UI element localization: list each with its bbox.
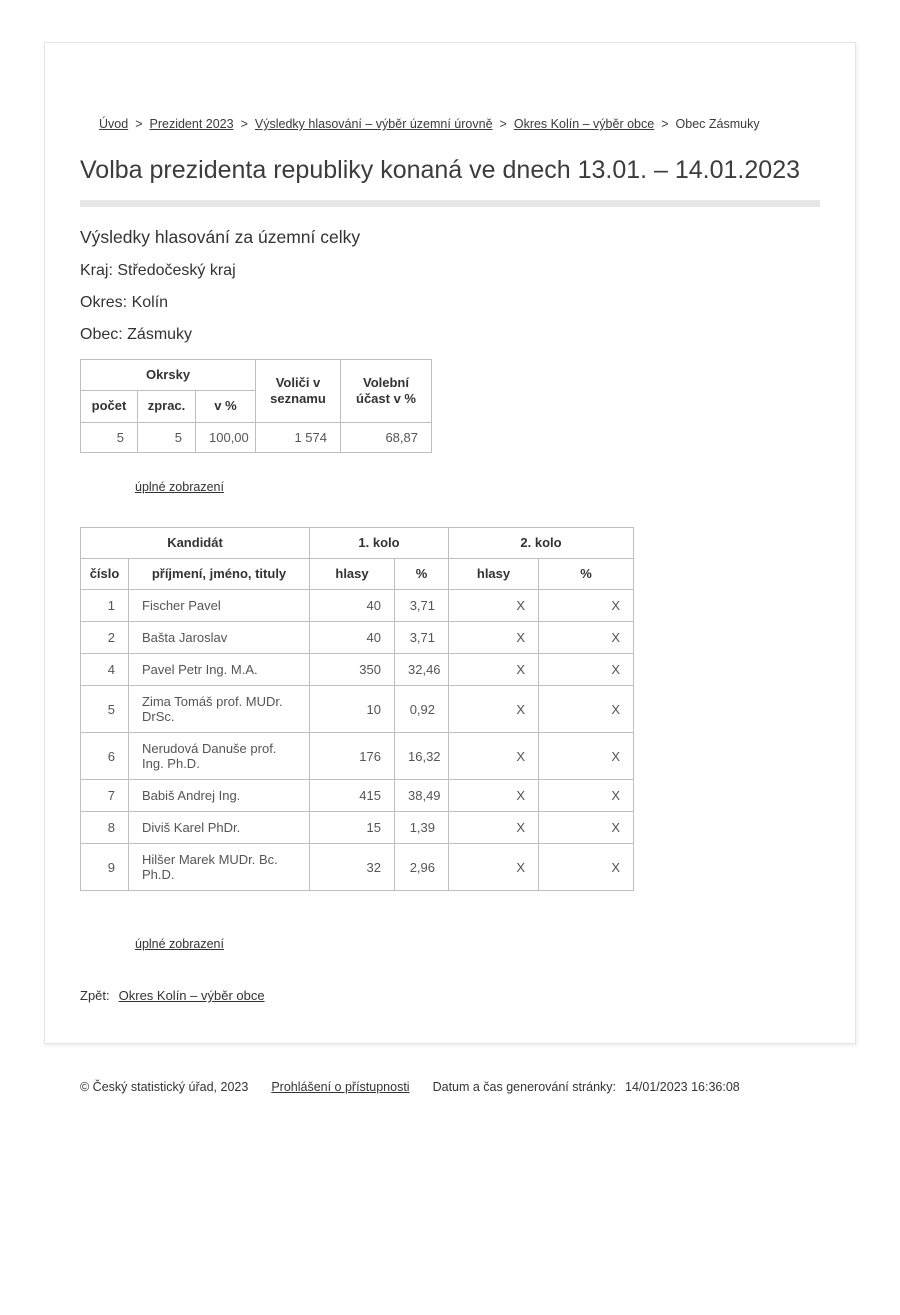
candidates-header-row-2 — [81, 558, 634, 589]
col-header-cislo: číslo — [81, 558, 129, 589]
col-header-volici-v-seznamu: Voliči v seznamu — [256, 360, 341, 423]
candidates-table — [80, 527, 634, 892]
content-panel — [44, 42, 856, 1044]
volebni-ucast-value: 68,87 — [341, 422, 432, 452]
pct-round-2: X — [539, 733, 634, 780]
pct-round-1: 1,39 — [395, 812, 449, 844]
okres-value: Kolín — [131, 294, 169, 311]
votes-round-2: X — [449, 733, 539, 780]
pct-round-1: 3,71 — [395, 622, 449, 654]
breadcrumb — [99, 117, 820, 131]
pct-round-1: 3,71 — [395, 590, 449, 622]
pct-round-2: X — [539, 686, 634, 733]
col-header-1-kolo: 1. kolo — [310, 527, 449, 558]
col-header-pct-1: % — [395, 558, 449, 589]
results-subtitle: Výsledky hlasování za územní celky — [80, 227, 361, 247]
candidate-name: Hilšer Marek MUDr. Bc. Ph.D. — [129, 844, 310, 891]
table-row — [81, 733, 634, 780]
full-view-link-top[interactable]: úplné zobrazení — [135, 479, 224, 494]
candidate-name: Fischer Pavel — [129, 590, 310, 622]
pct-round-2: X — [539, 622, 634, 654]
candidate-name: Nerudová Danuše prof. Ing. Ph.D. — [129, 733, 310, 780]
volici-v-seznamu-value: 1 574 — [256, 422, 341, 452]
col-header-zprac: zprac. — [138, 391, 196, 422]
col-header-volebni-ucast: Volební účast v % — [341, 360, 432, 423]
votes-round-2: X — [449, 844, 539, 891]
col-header-hlasy-1: hlasy — [310, 558, 395, 589]
table-row — [81, 812, 634, 844]
breadcrumb-link-okres-kolin[interactable]: Okres Kolín – výběr obce — [513, 117, 655, 131]
summary-header-row-1 — [81, 360, 432, 391]
okres-label: Okres: — [80, 294, 128, 311]
page-title: Volba prezidenta republiky konaná ve dnech 13.01. – 14.01.2023 — [80, 156, 800, 184]
breadcrumb-separator: > — [135, 117, 143, 131]
candidate-number: 9 — [81, 844, 129, 891]
full-view-link-bottom[interactable]: úplné zobrazení — [135, 937, 224, 951]
accessibility-statement-link[interactable]: Prohlášení o přístupnosti — [271, 1080, 410, 1094]
table-row — [81, 590, 634, 622]
kraj-line — [80, 262, 820, 280]
candidates-header-row-1 — [81, 527, 634, 558]
votes-round-2: X — [449, 812, 539, 844]
candidate-name: Babiš Andrej Ing. — [129, 780, 310, 812]
pct-round-2: X — [539, 812, 634, 844]
col-header-pct-2: % — [539, 558, 634, 589]
breadcrumb-link-uvod[interactable]: Úvod — [99, 117, 129, 131]
back-line — [80, 988, 820, 1003]
col-header-hlasy-2: hlasy — [449, 558, 539, 589]
table-row — [81, 780, 634, 812]
candidate-name: Pavel Petr Ing. M.A. — [129, 654, 310, 686]
breadcrumb-separator: > — [240, 117, 248, 131]
pct-round-2: X — [539, 590, 634, 622]
candidate-number: 4 — [81, 654, 129, 686]
candidate-number: 5 — [81, 686, 129, 733]
title-divider — [80, 200, 820, 207]
pct-round-2: X — [539, 654, 634, 686]
pct-round-1: 38,49 — [395, 780, 449, 812]
okrsky-zprac-value: 5 — [138, 422, 196, 452]
breadcrumb-separator: > — [499, 117, 507, 131]
candidate-number: 1 — [81, 590, 129, 622]
table-row — [81, 622, 634, 654]
pct-round-1: 16,32 — [395, 733, 449, 780]
pct-round-1: 32,46 — [395, 654, 449, 686]
votes-round-1: 32 — [310, 844, 395, 891]
votes-round-1: 40 — [310, 622, 395, 654]
col-header-okrsky: Okrsky — [81, 360, 256, 391]
page-footer — [80, 1080, 900, 1094]
candidate-name: Zima Tomáš prof. MUDr. DrSc. — [129, 686, 310, 733]
obec-line — [80, 326, 820, 344]
kraj-value: Středočeský kraj — [117, 262, 236, 279]
summary-data-row — [81, 422, 432, 452]
votes-round-1: 10 — [310, 686, 395, 733]
copyright-text: © Český statistický úřad, 2023 — [80, 1080, 249, 1094]
votes-round-2: X — [449, 654, 539, 686]
candidate-name: Diviš Karel PhDr. — [129, 812, 310, 844]
table-row — [81, 686, 634, 733]
votes-round-2: X — [449, 686, 539, 733]
pct-round-2: X — [539, 844, 634, 891]
back-label: Zpět: — [80, 988, 110, 1003]
candidate-number: 2 — [81, 622, 129, 654]
col-header-pocet: počet — [81, 391, 138, 422]
pct-round-2: X — [539, 780, 634, 812]
breadcrumb-separator: > — [661, 117, 669, 131]
generated-label: Datum a čas generování stránky: — [432, 1080, 617, 1094]
votes-round-2: X — [449, 780, 539, 812]
obec-value: Zásmuky — [127, 326, 193, 343]
candidate-number: 7 — [81, 780, 129, 812]
generated-timestamp: 14/01/2023 16:36:08 — [625, 1080, 740, 1094]
okrsky-pocet-value: 5 — [81, 422, 138, 452]
votes-round-1: 415 — [310, 780, 395, 812]
okrsky-v-pct-value: 100,00 — [196, 422, 256, 452]
back-link[interactable]: Okres Kolín – výběr obce — [118, 988, 265, 1003]
breadcrumb-current-obec-zasmuky: Obec Zásmuky — [675, 117, 760, 131]
pct-round-1: 0,92 — [395, 686, 449, 733]
candidate-number: 8 — [81, 812, 129, 844]
table-row — [81, 844, 634, 891]
votes-round-1: 350 — [310, 654, 395, 686]
table-row — [81, 654, 634, 686]
breadcrumb-link-vysledky-hlasovani[interactable]: Výsledky hlasování – výběr územní úrovně — [254, 117, 493, 131]
obec-label: Obec: — [80, 326, 123, 343]
col-header-kandidat: Kandidát — [81, 527, 310, 558]
votes-round-2: X — [449, 590, 539, 622]
pct-round-1: 2,96 — [395, 844, 449, 891]
votes-round-2: X — [449, 622, 539, 654]
votes-round-1: 40 — [310, 590, 395, 622]
summary-table — [80, 359, 432, 453]
candidate-name: Bašta Jaroslav — [129, 622, 310, 654]
kraj-label: Kraj: — [80, 262, 113, 279]
votes-round-1: 15 — [310, 812, 395, 844]
col-header-v-pct: v % — [196, 391, 256, 422]
votes-round-1: 176 — [310, 733, 395, 780]
breadcrumb-link-prezident-2023[interactable]: Prezident 2023 — [149, 117, 234, 131]
col-header-2-kolo: 2. kolo — [449, 527, 634, 558]
candidate-number: 6 — [81, 733, 129, 780]
okres-line — [80, 294, 820, 312]
col-header-prijmeni-jmeno-tituly: příjmení, jméno, tituly — [129, 558, 310, 589]
